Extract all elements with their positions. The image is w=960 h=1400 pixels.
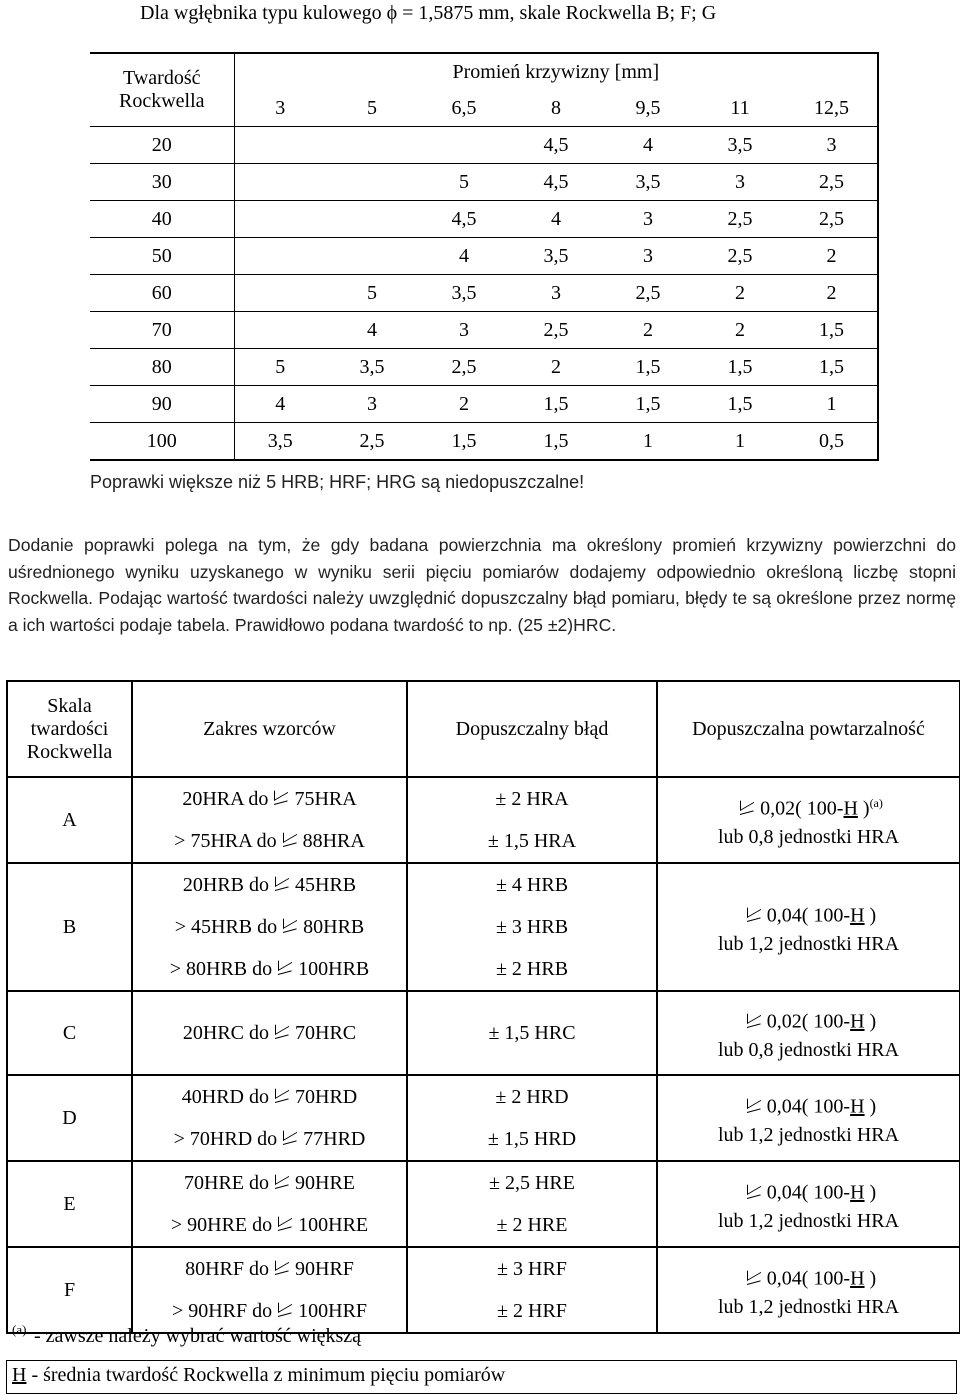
correction-cell: 4,5 (418, 201, 510, 238)
correction-cell: 1 (786, 386, 878, 423)
correction-cell (326, 238, 418, 275)
range-start: > 45HRB do (174, 916, 278, 938)
explanation-paragraph: Dodanie poprawki polega na tym, że gdy badana powierzchnia ma określony promień krzywizny powierzchni do uśrednionego wyniku uzyskanego w wyniku serii pięciu pomiarów dodajemy odpowiednio określoną liczbę stopni Rockwella. Podając wartość twardości należy uwzględnić dopuszczalny błąd pomiaru, błędy te są określone przez normę a ich wartości podaje tabela. Prawidłowo podana twardość to np. (25 ±2)HRC. (8, 535, 956, 635)
correction-cell: 3 (786, 127, 878, 164)
correction-cell: 3 (510, 275, 602, 312)
range-start: 20HRC do (182, 1022, 269, 1044)
correction-cell: 4 (326, 312, 418, 349)
correction-cell: 4 (510, 201, 602, 238)
scale-cell: A (7, 777, 132, 863)
correction-cell: 5 (326, 275, 418, 312)
mean-hardness-symbol: H (850, 1267, 865, 1290)
correction-cell: 2,5 (786, 201, 878, 238)
hardness-cell: 70 (90, 312, 234, 349)
table-row (90, 386, 878, 423)
error-line: ± 2 HRA (495, 788, 569, 810)
repeatability-cell (657, 777, 960, 863)
range-line (133, 1248, 406, 1290)
repeatability-alt: lub 1,2 jednostki HRA (717, 932, 900, 955)
correction-cell (234, 127, 326, 164)
hardness-cell: 60 (90, 275, 234, 312)
repeatability-formula-end: ) (857, 797, 870, 820)
correction-cell: 1 (694, 423, 786, 461)
error-line: ± 2 HRE (496, 1214, 568, 1236)
hardness-cell: 40 (90, 201, 234, 238)
repeatability-formula: 0,02( 100- (766, 1010, 851, 1033)
error-cell (407, 1161, 657, 1247)
range-end: 100HRE (298, 1214, 369, 1236)
error-line: ± 1,5 HRA (487, 830, 577, 852)
page-title: Dla wgłębnika typu kulowego ϕ = 1,5875 mm, skale Rockwella B; F; G (140, 2, 717, 24)
range-start: 40HRD do (181, 1086, 269, 1108)
error-cell (407, 863, 657, 991)
repeatability-formula: 0,04( 100- (766, 904, 851, 927)
mean-hardness-symbol: H (850, 1181, 865, 1204)
less-equal-icon (745, 1098, 763, 1114)
less-equal-icon (276, 1216, 294, 1232)
range-start: 80HRF do (185, 1258, 269, 1280)
correction-cell: 2,5 (418, 349, 510, 386)
repeatability-alt: lub 0,8 jednostki HRA (717, 825, 900, 848)
less-equal-icon (273, 1088, 291, 1104)
footnote-h-symbol: H (12, 1364, 27, 1386)
range-end: 80HRB (303, 916, 365, 938)
radius-header: 8 (551, 96, 561, 119)
correction-cell: 0,5 (786, 423, 878, 461)
table-row (90, 275, 878, 312)
radius-header: 9,5 (635, 96, 661, 119)
repeatability-formula-end: ) (864, 1095, 877, 1118)
correction-cell: 3,5 (510, 238, 602, 275)
correction-cell: 2,5 (694, 238, 786, 275)
repeatability-formula-end: ) (864, 904, 877, 927)
less-equal-icon (273, 1174, 291, 1190)
range-end: 88HRA (302, 830, 365, 852)
correction-cell: 2 (786, 275, 878, 312)
repeatability-formula: 0,04( 100- (766, 1095, 851, 1118)
table-row (90, 238, 878, 275)
footnote-h-text: - średnia twardość Rockwella z minimum pięciu pomiarów (26, 1364, 506, 1386)
correction-cell: 1,5 (786, 312, 878, 349)
radius-header: 5 (367, 96, 377, 119)
table-row (7, 991, 960, 1075)
error-line: ± 1,5 HRD (487, 1128, 577, 1150)
hardness-cell: 80 (90, 349, 234, 386)
scale-cell: D (7, 1075, 132, 1161)
table-row (90, 349, 878, 386)
corner-header: Twardość Rockwella (90, 53, 234, 127)
mean-hardness-symbol: H (843, 797, 858, 820)
table-row (90, 312, 878, 349)
correction-cell: 4 (234, 386, 326, 423)
less-equal-icon (276, 1302, 294, 1318)
correction-cell: 4,5 (510, 127, 602, 164)
correction-cell: 3 (602, 238, 694, 275)
range-line (133, 1118, 406, 1160)
range-start: 20HRA do (182, 788, 269, 810)
range-line (133, 906, 406, 948)
correction-cell: 1,5 (418, 423, 510, 461)
repeatability-cell (657, 991, 960, 1075)
range-end: 90HRF (295, 1258, 354, 1280)
error-line: ± 2 HRB (495, 958, 569, 980)
hardness-cell: 50 (90, 238, 234, 275)
correction-cell: 4 (602, 127, 694, 164)
correction-cell (326, 164, 418, 201)
repeatability-line (658, 1002, 959, 1036)
correction-cell (326, 127, 418, 164)
less-equal-icon (281, 918, 299, 934)
footnote-a-text: - zawsze należy wybrać wartość większą (34, 1325, 362, 1347)
correction-cell (234, 312, 326, 349)
error-line: ± 2,5 HRE (489, 1172, 575, 1194)
range-end: 100HRF (298, 1300, 368, 1322)
table-row (7, 863, 960, 991)
radius-header: 3 (275, 96, 286, 119)
hardness-cell: 90 (90, 386, 234, 423)
footnote-marker: (a) (869, 796, 883, 811)
scale-cell: E (7, 1161, 132, 1247)
correction-cell: 3,5 (694, 127, 786, 164)
correction-cell: 1,5 (694, 349, 786, 386)
repeatability-formula-end: ) (864, 1181, 877, 1204)
correction-cell: 3,5 (602, 164, 694, 201)
correction-cell: 2,5 (694, 201, 786, 238)
table-row (90, 423, 878, 461)
table-row (7, 1075, 960, 1161)
less-equal-icon (273, 1260, 291, 1276)
correction-cell: 4,5 (510, 164, 602, 201)
correction-cell: 2 (786, 238, 878, 275)
correction-cell (234, 201, 326, 238)
repeatability-line (658, 1087, 959, 1121)
correction-cell (234, 164, 326, 201)
radius-header: 11 (730, 96, 750, 119)
correction-cell: 2,5 (602, 275, 694, 312)
correction-cell (418, 127, 510, 164)
correction-cell: 1,5 (786, 349, 878, 386)
range-start: 20HRB do (182, 874, 269, 896)
repeatability-formula: 0,02( 100- (760, 797, 844, 820)
mean-hardness-symbol: H (850, 1095, 865, 1118)
error-line: ± 2 HRF (497, 1300, 567, 1322)
error-cell (407, 777, 657, 863)
repeatability-cell (657, 863, 960, 991)
correction-cell (326, 201, 418, 238)
less-equal-icon (276, 960, 294, 976)
correction-cell: 3 (602, 201, 694, 238)
less-equal-icon (745, 1184, 763, 1200)
range-start: 70HRE do (184, 1172, 269, 1194)
range-line (133, 1162, 406, 1204)
table-row (7, 1161, 960, 1247)
range-line (133, 864, 406, 906)
repeatability-cell (657, 1247, 960, 1333)
correction-cell: 3,5 (418, 275, 510, 312)
less-equal-icon (273, 876, 291, 892)
repeatability-line (658, 1259, 959, 1293)
error-line: ± 2 HRD (495, 1086, 569, 1108)
radius-group-header: Promień krzywizny [mm] (234, 53, 878, 90)
correction-cell: 4 (418, 238, 510, 275)
correction-cell: 2 (694, 275, 786, 312)
less-equal-icon (273, 1024, 291, 1040)
repeatability-line (658, 1173, 959, 1207)
repeatability-formula: 0,04( 100- (766, 1181, 851, 1204)
range-line (133, 820, 406, 862)
error-line: ± 3 HRB (495, 916, 569, 938)
correction-cell (234, 275, 326, 312)
range-start: > 75HRA do (174, 830, 277, 852)
header-scale: Skala twardości Rockwella (7, 681, 132, 777)
repeatability-formula-end: ) (864, 1267, 877, 1290)
range-end: 70HRD (295, 1086, 358, 1108)
hardness-cell: 30 (90, 164, 234, 201)
range-cell (132, 1075, 407, 1161)
range-start: > 70HRD do (173, 1128, 278, 1150)
range-cell (132, 1247, 407, 1333)
error-cell (407, 1075, 657, 1161)
range-end: 100HRB (298, 958, 370, 980)
range-start: > 80HRB do (169, 958, 273, 980)
correction-cell: 2,5 (510, 312, 602, 349)
range-end: 75HRA (294, 788, 357, 810)
correction-cell: 3 (694, 164, 786, 201)
less-equal-icon (281, 1130, 299, 1146)
correction-cell: 5 (234, 349, 326, 386)
hardness-cell: 20 (90, 127, 234, 164)
footnote-h (12, 1364, 505, 1387)
repeatability-formula-end: ) (864, 1010, 877, 1033)
hardness-cell: 100 (90, 423, 234, 461)
correction-cell: 2 (510, 349, 602, 386)
table-row (90, 127, 878, 164)
footnote-a-mark: (a) (12, 1322, 27, 1337)
range-cell (132, 863, 407, 991)
table-row (7, 1247, 960, 1333)
table-row (90, 201, 878, 238)
scale-cell: C (7, 991, 132, 1075)
less-equal-icon (745, 1013, 763, 1029)
correction-cell: 3,5 (234, 423, 326, 461)
error-line: ± 1,5 HRC (488, 1022, 576, 1044)
correction-cell: 3 (326, 386, 418, 423)
correction-cell: 1,5 (510, 386, 602, 423)
mean-hardness-symbol: H (850, 904, 865, 927)
range-end: 90HRE (295, 1172, 355, 1194)
correction-cell: 2 (418, 386, 510, 423)
error-line: ± 4 HRB (495, 874, 569, 896)
curvature-correction-table (90, 52, 879, 461)
range-start: > 90HRE do (170, 1214, 273, 1236)
range-line (133, 1012, 406, 1054)
range-cell (132, 991, 407, 1075)
less-equal-icon (745, 1270, 763, 1286)
range-start: > 90HRF do (171, 1300, 273, 1322)
less-equal-icon (738, 800, 756, 816)
repeatability-alt: lub 1,2 jednostki HRA (717, 1295, 900, 1318)
repeatability-cell (657, 1161, 960, 1247)
mean-hardness-symbol: H (850, 1010, 865, 1033)
correction-cell: 3 (418, 312, 510, 349)
radius-header: 12,5 (786, 90, 878, 127)
range-cell (132, 777, 407, 863)
range-line (133, 948, 406, 990)
correction-cell: 2,5 (786, 164, 878, 201)
correction-cell: 1,5 (602, 386, 694, 423)
repeatability-line (658, 789, 959, 823)
repeatability-alt: lub 0,8 jednostki HRA (717, 1038, 900, 1061)
range-line (133, 778, 406, 820)
less-equal-icon (745, 907, 763, 923)
correction-cell: 2,5 (326, 423, 418, 461)
correction-cell: 1,5 (602, 349, 694, 386)
less-equal-icon (272, 790, 290, 806)
correction-cell (234, 238, 326, 275)
header-error: Dopuszczalny błąd (407, 681, 657, 777)
header-range: Zakres wzorców (132, 681, 407, 777)
range-end: 77HRD (303, 1128, 366, 1150)
error-line: ± 3 HRF (497, 1258, 567, 1280)
range-line (133, 1076, 406, 1118)
correction-cell: 5 (418, 164, 510, 201)
range-line (133, 1204, 406, 1246)
scale-cell: B (7, 863, 132, 991)
range-cell (132, 1161, 407, 1247)
correction-cell: 1 (602, 423, 694, 461)
header-repeatability: Dopuszczalna powtarzalność (657, 681, 960, 777)
correction-cell: 2 (602, 312, 694, 349)
table-row (90, 164, 878, 201)
radius-header: 6,5 (451, 96, 477, 119)
repeatability-line (658, 896, 959, 930)
repeatability-cell (657, 1075, 960, 1161)
scale-cell: F (7, 1247, 132, 1333)
tolerance-table (6, 680, 960, 1334)
repeatability-formula: 0,04( 100- (766, 1267, 851, 1290)
range-end: 45HRB (295, 874, 357, 896)
table-row (7, 777, 960, 863)
repeatability-alt: lub 1,2 jednostki HRA (717, 1209, 900, 1232)
error-cell (407, 1247, 657, 1333)
less-equal-icon (281, 832, 299, 848)
correction-cell: 1,5 (694, 386, 786, 423)
range-end: 70HRC (295, 1022, 357, 1044)
correction-cell: 3,5 (326, 349, 418, 386)
correction-cell: 2 (694, 312, 786, 349)
correction-cell: 1,5 (510, 423, 602, 461)
repeatability-alt: lub 1,2 jednostki HRA (717, 1123, 900, 1146)
correction-warning: Poprawki większe niż 5 HRB; HRF; HRG są niedopuszczalne! (90, 472, 585, 492)
error-cell (407, 991, 657, 1075)
